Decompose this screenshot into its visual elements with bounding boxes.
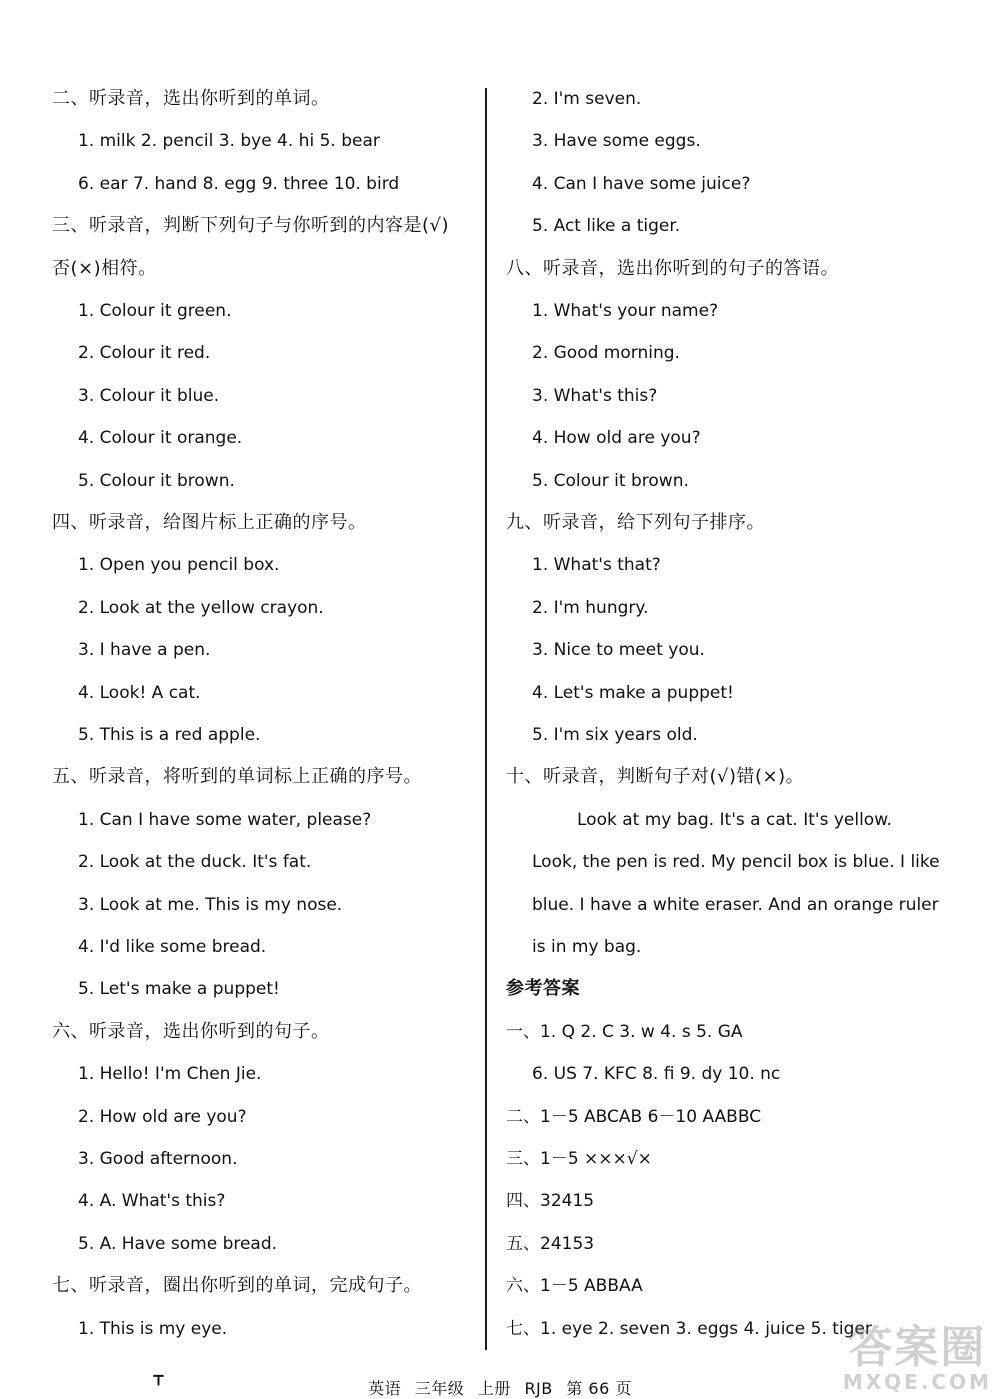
left-line-text: 5. A. Have some bread. [78,1233,278,1254]
left-line-text: 4. A. What's this? [78,1191,226,1212]
left-line-text: 5. Let's make a puppet! [78,979,280,1000]
left-line-text: 2. Look at the duck. It's fat. [78,852,312,873]
right-line-section-title: 参考答案 [506,978,580,1000]
left-line-text: 4. Colour it orange. [78,428,243,449]
right-line-text: 一、1. Q 2. C 3. w 4. s 5. GA [506,1021,743,1042]
right-line-text: 2. I'm seven. [532,89,642,109]
right-line-text: 6. US 7. KFC 8. fi 9. dy 10. nc [532,1064,781,1085]
right-line-text: 五、24153 [506,1233,595,1254]
right-line-text: 三、1－5 ×××√× [506,1149,652,1169]
right-line-text: 4. Let's make a puppet! [532,682,734,703]
left-line-heading: 二、听录音，选出你听到的单词。 [52,88,330,109]
right-line-text: 1. What's that? [532,555,661,576]
right-line-text: 3. What's this? [532,385,658,406]
right-line-text: 二、1－5 ABCAB 6－10 AABBC [506,1106,762,1127]
left-line-text: 3. I have a pen. [78,640,211,661]
left-line-text: 5. Colour it brown. [78,470,235,491]
left-line-text: 2. Colour it red. [78,343,211,364]
left-line-text: 2. How old are you? [78,1106,247,1127]
right-line-text: 5. Act like a tiger. [532,216,681,237]
left-line-text: 1. Open you pencil box. [78,555,280,576]
left-line-text: 3. Colour it blue. [78,385,220,406]
footer-volume: 上册 [477,1379,511,1398]
watermark-logo [842,1322,992,1394]
right-line-text: is in my bag. [532,937,642,957]
right-line-text: blue. I have a white eraser. And an orange ruler [532,894,939,915]
right-line-text: 六、1－5 ABBAA [506,1276,643,1297]
right-line-text: 2. I'm hungry. [532,597,649,618]
left-line-text: 3. Look at me. This is my nose. [78,894,343,915]
right-line-text: 四、32415 [506,1191,595,1212]
right-line-text: 4. How old are you? [532,428,701,449]
right-line-text: 七、1. eye 2. seven 3. eggs 4. juice 5. tiger [506,1318,872,1339]
footer-page-number: 第 66 页 [566,1379,632,1398]
left-line-text: 6. ear 7. hand 8. egg 9. three 10. bird [78,173,400,194]
left-line-text: 1. Colour it green. [78,301,232,321]
right-line-text: 4. Can I have some juice? [532,173,751,194]
footer-grade: 三年级 [414,1379,465,1398]
right-line-text: Look at my bag. It's a cat. It's yellow. [577,809,892,830]
left-line-heading: 四、听录音，给图片标上正确的序号。 [52,512,367,533]
right-line-heading: 八、听录音，选出你听到的句子的答语。 [506,257,839,279]
right-line-text: 1. What's your name? [532,301,719,321]
left-line-text: 1. Can I have some water, please? [78,809,372,830]
left-line-heading: 六、听录音，选出你听到的句子。 [52,1020,330,1042]
watermark-bottom: MXQE.COM [842,1370,992,1394]
left-line-text: 4. Look! A cat. [78,682,201,703]
right-line-heading: 十、听录音，判断句子对(√)错(×)。 [506,766,805,788]
left-line-heading: 五、听录音，将听到的单词标上正确的序号。 [52,766,422,788]
left-line-heading: 七、听录音，圈出你听到的单词，完成句子。 [52,1275,422,1297]
left-line-heading: 三、听录音，判断下列句子与你听到的内容是(√) [52,215,450,237]
left-line-text: 3. Good afternoon. [78,1149,238,1169]
right-line-text: Look, the pen is red. My pencil box is blue. I like [532,852,940,873]
right-line-text: 5. I'm six years old. [532,725,698,745]
right-line-text: 5. Colour it brown. [532,470,689,491]
stray-mark: ⸆ [153,1372,165,1397]
left-line-text: 1. Hello! I'm Chen Jie. [78,1064,262,1085]
left-line-heading: 否(×)相符。 [52,257,157,279]
right-line-text: 3. Have some eggs. [532,131,701,152]
left-line-text: 1. This is my eye. [78,1318,228,1339]
left-line-text: 5. This is a red apple. [78,725,261,745]
right-line-text: 3. Nice to meet you. [532,640,705,661]
right-line-heading: 九、听录音，给下列句子排序。 [506,512,765,533]
left-line-text: 1. milk 2. pencil 3. bye 4. hi 5. bear [78,131,380,152]
right-line-text: 2. Good morning. [532,343,680,364]
left-line-text: 4. I'd like some bread. [78,937,267,957]
footer-edition: RJB [524,1379,553,1398]
left-line-text: 2. Look at the yellow crayon. [78,597,324,618]
column-divider [485,88,487,1350]
watermark-top: 答案圈 [848,1322,987,1373]
footer-subject: 英语 [368,1379,402,1398]
